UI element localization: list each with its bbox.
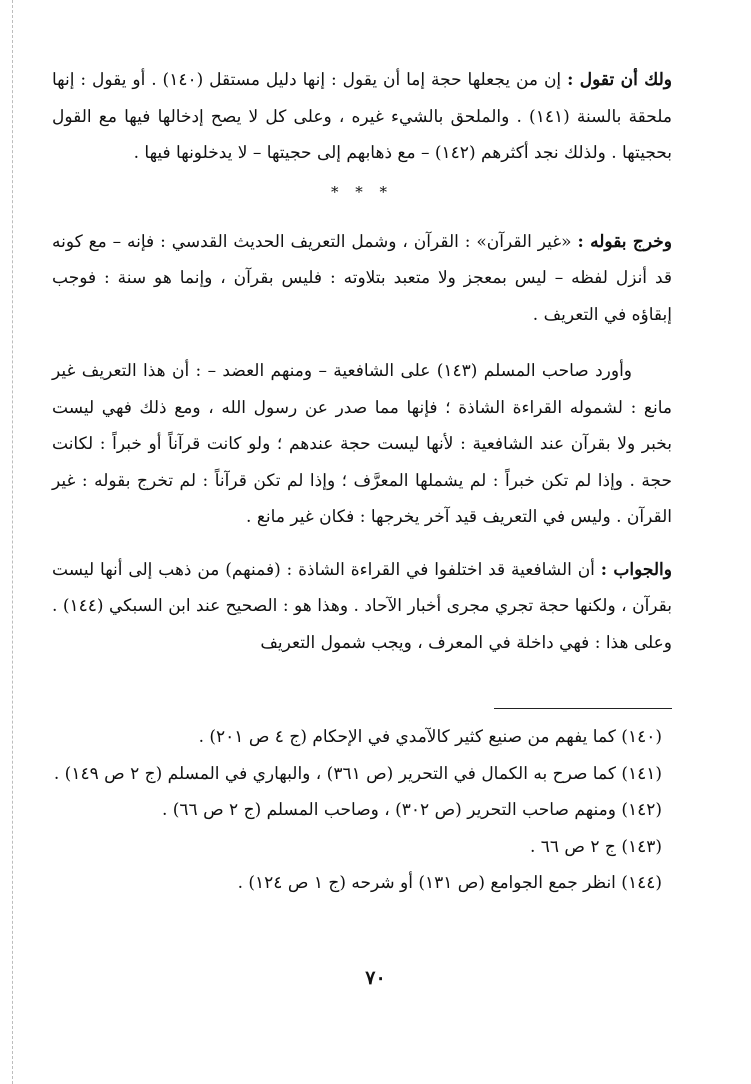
page-number: ٧٠ (365, 967, 386, 989)
paragraph-1-lead: ولك أن تقول : (567, 70, 673, 90)
page-body (52, 62, 672, 902)
paragraph-2-text: «غير القرآن» : القرآن ، وشمل التعريف الحديث القدسي : فإنه – مع كونه قد أنزل لفظه – ليس بمعجز ولا متعبد بتلاوته : فليس بقرآن ، وإنما هو سنة : فوجب إبقاؤه في التعريف . (52, 231, 672, 325)
footnote-rule (494, 708, 672, 709)
paragraph-2-lead: وخرج بقوله : (577, 231, 672, 252)
paragraph-4 (52, 552, 672, 662)
paragraph-4-lead: والجواب : (600, 559, 672, 580)
paragraph-2 (52, 224, 672, 334)
footnote-144: (١٤٤) انظر جمع الجوامع (ص ١٣١) أو شرحه (ج ١ ص ١٢٤) . (237, 873, 662, 893)
footnote-142: (١٤٢) ومنهم صاحب التحرير (ص ٣٠٢) ، وصاحب المسلم (ج ٢ ص ٦٦) . (161, 800, 662, 820)
paragraph-3: وأورد صاحب المسلم (١٤٣) على الشافعية – ومنهم العضد – : أن هذا التعريف غير مانع : لشموله القراءة الشاذة ؛ فإنها مما صدر عن رسول الله ، ومع ذلك فهي ليست بخبر ولا بقرآن عند الشافعية : لأنها ليست حجة عندهم ؛ ولو كانت قرآناً أو خبراً : لكانت حجة . وإذا لم تكن خبراً : لم يشملها المعرَّف ؛ وإذا لم تكن قرآناً : لم تخرج بقوله : غير القرآن . وليس في التعريف قيد آخر يخرجها : فكان غير مانع . (52, 361, 672, 527)
page-edge-line (12, 0, 13, 1084)
footnote-140: (١٤٠) كما يفهم من صنيع كثير كالآمدي في الإحكام (ج ٤ ص ٢٠١) . (198, 727, 662, 747)
footnote-143: (١٤٣) ج ٢ ص ٦٦ . (529, 836, 662, 857)
paragraph-1 (52, 62, 672, 172)
section-separator: * * * (330, 182, 394, 201)
footnote-141: (١٤١) كما صرح به الكمال في التحرير (ص ٣٦١) ، والبهاري في المسلم (ج ٢ ص ١٤٩) . (53, 763, 662, 784)
paragraph-1-text: إن من يجعلها حجة إما أن يقول : إنها دليل مستقل (١٤٠) . أو يقول : إنها ملحقة بالسنة (١٤١) . والملحق بالشيء غيره ، وعلى كل لا يصح إدخالها فيها مع القول بحجيتها . ولذلك نجد أكثرهم (١٤٢) – مع ذهابهم إلى حجيتها – لا يدخلونها فيها . (52, 70, 672, 163)
paragraph-4-text: أن الشافعية قد اختلفوا في القراءة الشاذة : (فمنهم) من ذهب إلى أنها ليست بقرآن ، ولكنها حجة تجري مجرى أخبار الآحاد . وهذا هو : الصحيح عند ابن السبكي (١٤٤) . وعلى هذا : فهي داخلة في المعرف ، ويجب شمول التعريف (52, 559, 672, 653)
footnotes (52, 719, 672, 902)
